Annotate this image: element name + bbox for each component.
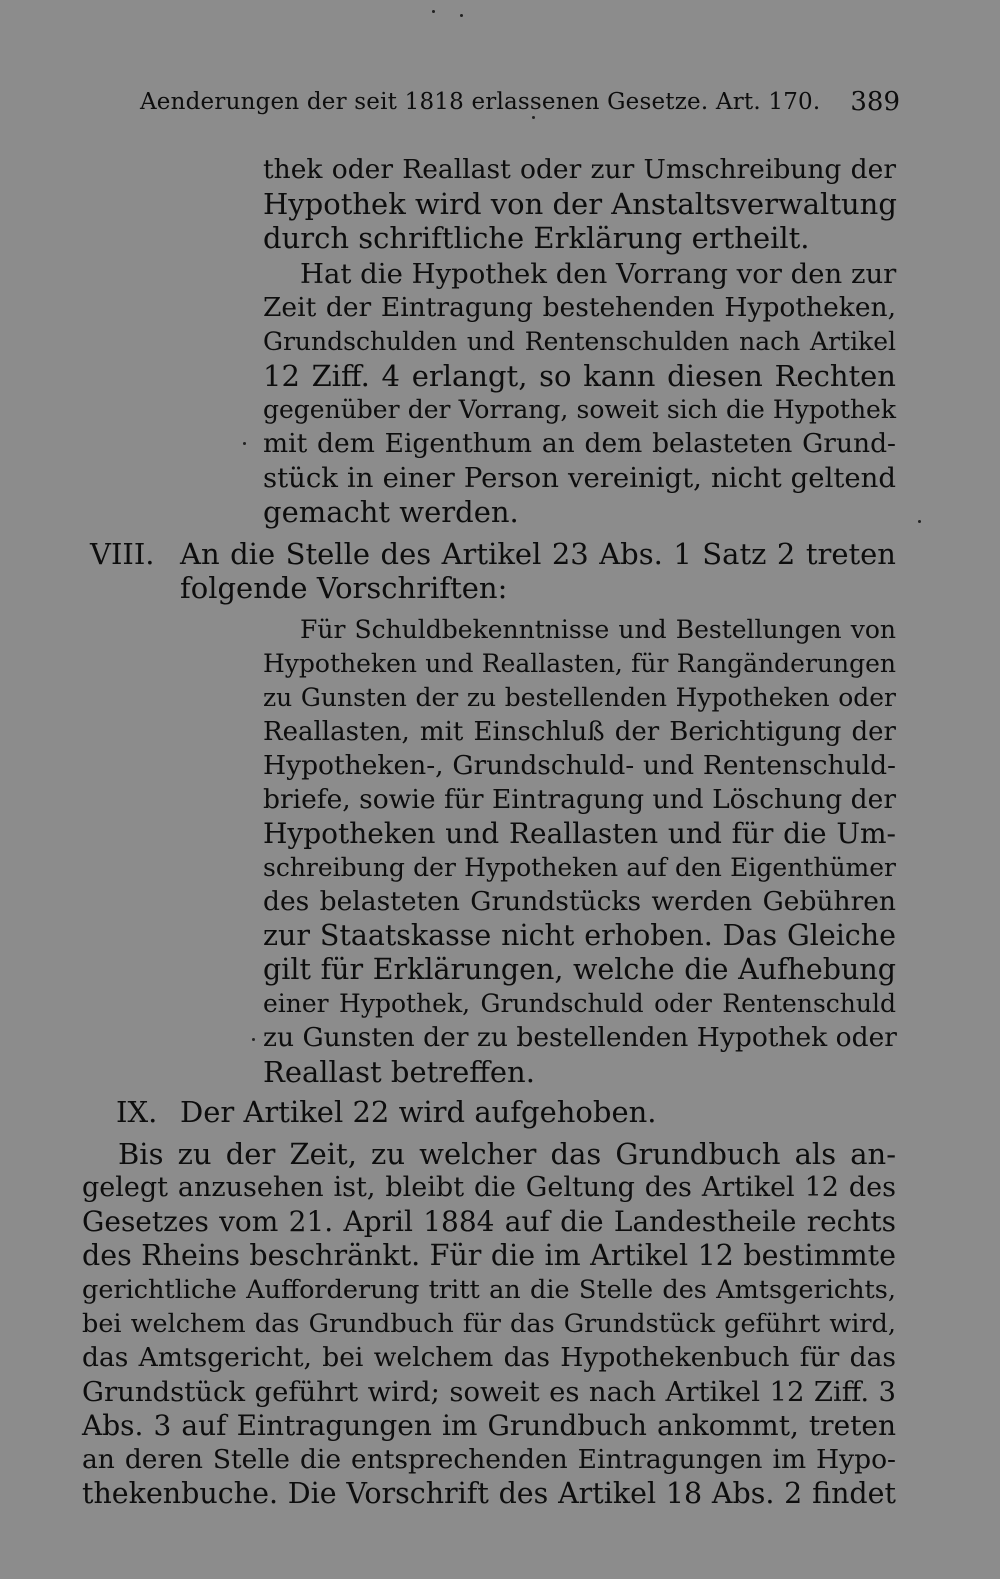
text-line: gelegt anzusehen ist, bleibt die Geltung des Artikel 12 des — [82, 1172, 896, 1203]
text-line: bei welchem das Grundbuch für das Grundstück geführt wird, — [82, 1309, 896, 1339]
text-line: Bis zu der Zeit, zu welcher das Grundbuch als an- — [118, 1137, 896, 1171]
text-line: folgende Vorschriften: — [180, 571, 508, 605]
text-line: thekenbuche. Die Vorschrift des Artikel 18 Abs. 2 findet — [82, 1477, 896, 1510]
quote-line: des belasteten Grundstücks werden Gebühren — [263, 886, 896, 917]
page-number: 389 — [850, 87, 900, 117]
quote-line: zu Gunsten der zu bestellenden Hypotheken oder — [263, 683, 896, 712]
scan-speck — [252, 1038, 255, 1041]
scan-speck — [532, 116, 535, 119]
text-line: stück in einer Person vereinigt, nicht geltend — [263, 462, 896, 494]
scan-speck — [460, 14, 463, 17]
text-line: mit dem Eigenthum an dem belasteten Grund- — [263, 428, 896, 459]
scan-speck — [243, 442, 246, 445]
text-line: An die Stelle des Artikel 23 Abs. 1 Satz 2 treten — [180, 537, 896, 571]
quote-line: Hypotheken und Reallasten, für Rangänderungen — [263, 649, 896, 678]
text-line: 12 Ziff. 4 erlangt, so kann diesen Rechten — [263, 359, 896, 393]
page-header — [140, 82, 900, 122]
text-line: durch schriftliche Erklärung ertheilt. — [263, 221, 810, 255]
text-line: Zeit der Eintragung bestehenden Hypotheken, — [263, 292, 896, 323]
quote-line: Für Schuldbekenntnisse und Bestellungen von — [300, 615, 896, 644]
text-line: Hypothek wird von der Anstaltsverwaltung — [263, 187, 897, 221]
text-line: an deren Stelle die entsprechenden Eintragungen im Hypo- — [82, 1444, 896, 1475]
section-label-ix: IX. — [116, 1095, 158, 1129]
quote-line: zur Staatskasse nicht erhoben. Das Gleiche — [263, 919, 896, 952]
quote-line: zu Gunsten der zu bestellenden Hypothek oder — [263, 1022, 897, 1053]
text-line: Abs. 3 auf Eintragungen im Grundbuch ankommt, treten — [82, 1409, 896, 1442]
quote-line: schreibung der Hypotheken auf den Eigenthümer — [263, 853, 896, 882]
text-line: des Rheins beschränkt. Für die im Artikel 12 bestimmte — [82, 1239, 896, 1272]
quote-line: Hypotheken-, Grundschuld- und Rentenschuld- — [263, 750, 896, 781]
quote-line: Hypotheken und Reallasten und für die Um- — [263, 817, 896, 850]
quote-line: Reallast betreffen. — [263, 1055, 535, 1089]
quote-line: gilt für Erklärungen, welche die Aufhebung — [263, 953, 896, 986]
text-line: Der Artikel 22 wird aufgehoben. — [180, 1095, 657, 1129]
running-head: Aenderungen der seit 1818 erlassenen Gesetze. Art. 170. — [140, 89, 821, 115]
text-line: gegenüber der Vorrang, soweit sich die Hypothek — [263, 395, 896, 424]
scan-speck — [918, 520, 921, 523]
text-line: thek oder Reallast oder zur Umschreibung der — [263, 154, 896, 185]
text-line: Grundstück geführt wird; soweit es nach Artikel 12 Ziff. 3 — [82, 1376, 896, 1408]
quote-line: einer Hypothek, Grundschuld oder Rentenschuld — [263, 989, 896, 1018]
quote-line: briefe, sowie für Eintragung und Löschung der — [263, 784, 896, 815]
text-line: Hat die Hypothek den Vorrang vor den zur — [300, 258, 897, 290]
text-line: Gesetzes vom 21. April 1884 auf die Landestheile rechts — [82, 1205, 896, 1238]
scan-speck — [432, 10, 435, 13]
text-line: Grundschulden und Rentenschulden nach Artikel — [263, 327, 896, 356]
quote-line: Reallasten, mit Einschluß der Berichtigung der — [263, 717, 896, 747]
text-line: gemacht werden. — [263, 495, 519, 529]
text-line: gerichtliche Aufforderung tritt an die Stelle des Amtsgerichts, — [82, 1275, 896, 1305]
section-label-viii: VIII. — [90, 537, 155, 571]
text-line: das Amtsgericht, bei welchem das Hypothekenbuch für das — [82, 1342, 896, 1373]
